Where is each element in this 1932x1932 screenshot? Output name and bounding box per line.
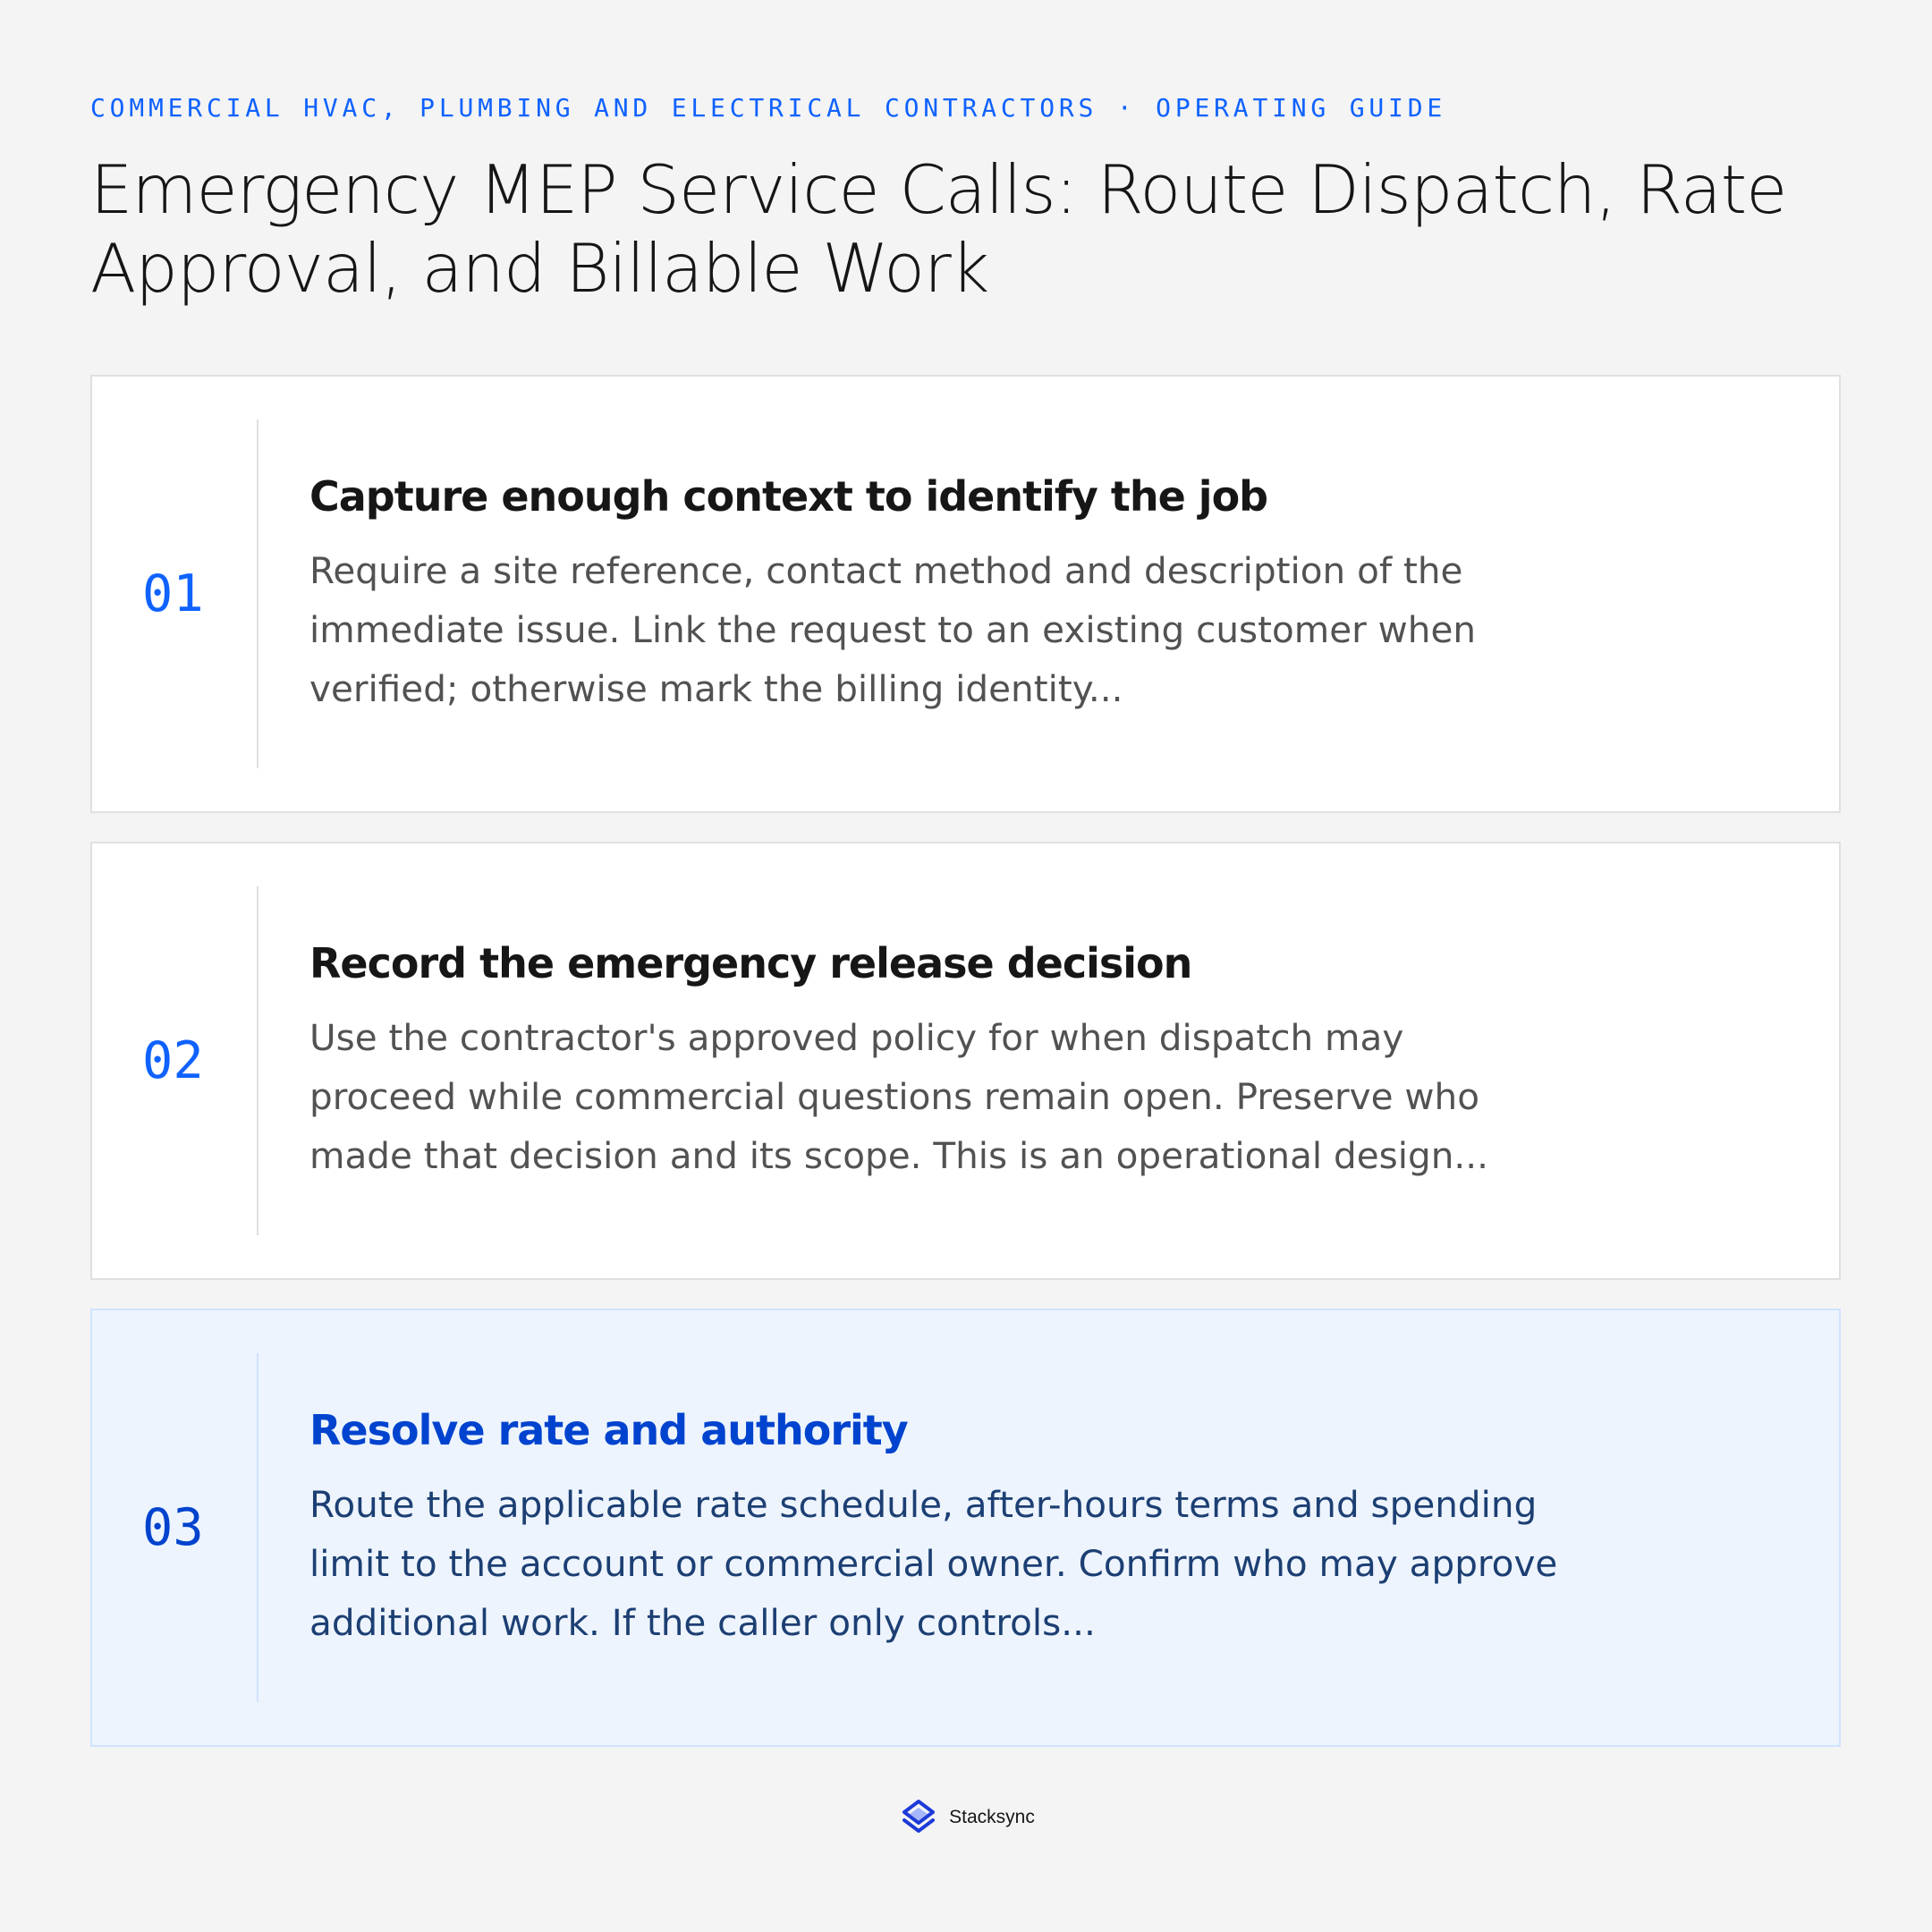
guide-kicker: COMMERCIAL HVAC, PLUMBING AND ELECTRICAL CONTRACTORS · OPERATING GUIDE	[90, 93, 1447, 123]
stacksync-logo-icon	[897, 1796, 940, 1839]
step-title: Record the emergency release decision	[309, 939, 1192, 987]
step-number: 01	[142, 564, 204, 623]
step-card-1	[90, 375, 1841, 813]
step-card-2	[90, 842, 1841, 1280]
step-title: Resolve rate and authority	[309, 1406, 908, 1454]
step-number: 03	[142, 1498, 204, 1557]
step-description: Route the applicable rate schedule, after-hours terms and spending limit to the account or commercial owner. Confirm who may approve additional work. If the caller only controls...	[309, 1483, 1558, 1644]
step-divider	[257, 886, 258, 1235]
step-card-3-active	[90, 1309, 1841, 1747]
step-title: Capture enough context to identify the job	[309, 472, 1268, 521]
step-content	[309, 377, 1606, 811]
step-divider	[257, 1353, 258, 1702]
footer-brand	[0, 1796, 1932, 1839]
step-divider	[257, 419, 258, 768]
page-title: Emergency MEP Service Calls: Route Dispatch, Rate Approval, and Billable Work	[90, 150, 1787, 308]
step-description: Require a site reference, contact method and description of the immediate issue. Link the request to an existing customer when verified; otherwise mark the billing identity...	[309, 549, 1477, 710]
brand-name: Stacksync	[949, 1807, 1035, 1827]
step-content	[309, 843, 1606, 1278]
step-number: 02	[142, 1031, 204, 1090]
step-description: Use the contractor's approved policy for when dispatch may proceed while commercial questions remain open. Preserve who made that decision and its scope. This is an operational design...	[309, 1016, 1488, 1177]
step-content	[309, 1310, 1606, 1745]
